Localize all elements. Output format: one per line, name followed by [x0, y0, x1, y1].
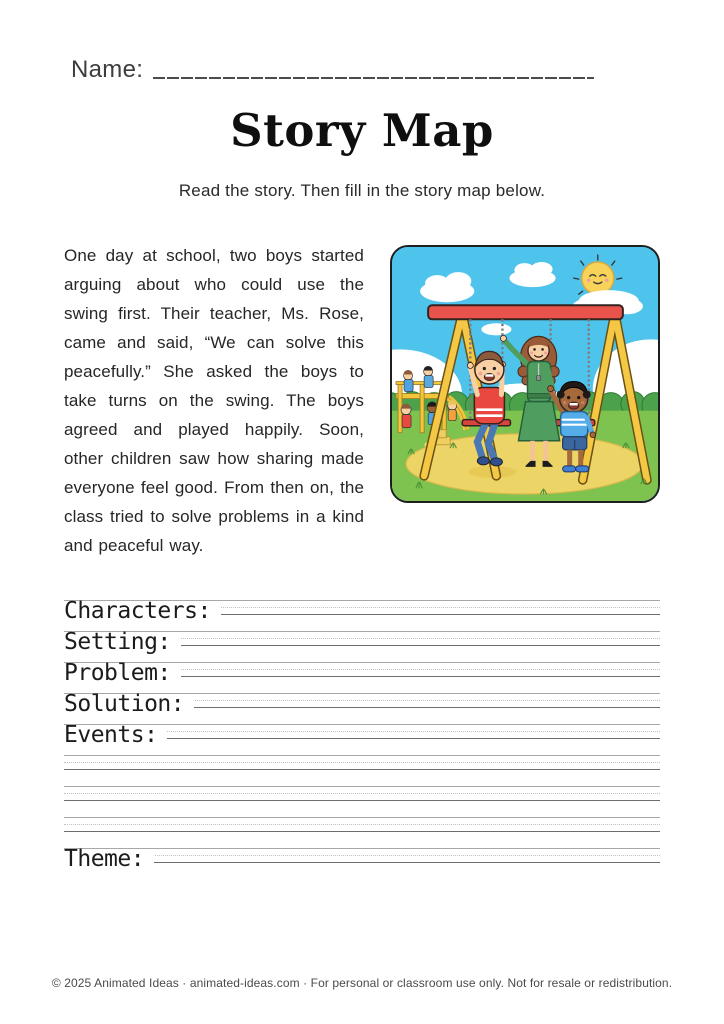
- field-events-label: Events:: [64, 726, 167, 744]
- field-theme-label: Theme:: [64, 850, 154, 868]
- field-events-line-3[interactable]: [64, 786, 660, 801]
- page-instructions: Read the story. Then fill in the story map below.: [178, 181, 546, 200]
- field-problem[interactable]: [64, 659, 660, 686]
- story-section: [64, 241, 660, 560]
- playground-scene: [392, 247, 658, 501]
- field-problem-label: Problem:: [64, 664, 181, 682]
- page-title: Story Map: [230, 104, 494, 157]
- field-events[interactable]: [64, 721, 660, 748]
- field-setting-label: Setting:: [64, 633, 181, 651]
- field-events-line-2[interactable]: [64, 755, 660, 770]
- field-events-line-4[interactable]: [64, 817, 660, 832]
- story-text: One day at school, two boys started arguing about who could use the swing first. Their teacher, Ms. Rose, came and said, “We can solve this peacefully.” She asked the boys to take turns on the swing. The boys agreed and played happily. Soon, other children saw how sharing made everyone feel good. From then on, the class tried to solve problems in a kind and peaceful way.: [64, 246, 364, 555]
- field-setting[interactable]: [64, 628, 660, 655]
- field-theme[interactable]: [64, 845, 660, 872]
- field-solution-label: Solution:: [64, 695, 194, 713]
- name-label: Name:: [71, 56, 144, 83]
- field-characters-label: Characters:: [64, 602, 221, 620]
- field-characters[interactable]: [64, 597, 660, 624]
- name-row: [71, 0, 660, 84]
- name-write-line[interactable]: [153, 77, 594, 79]
- story-map-fields: [64, 597, 660, 872]
- field-solution[interactable]: [64, 690, 660, 717]
- story-illustration: [390, 245, 660, 503]
- copyright-footer: © 2025 Animated Ideas · animated-ideas.com · For personal or classroom use only. Not for resale or redistribution.: [51, 976, 673, 990]
